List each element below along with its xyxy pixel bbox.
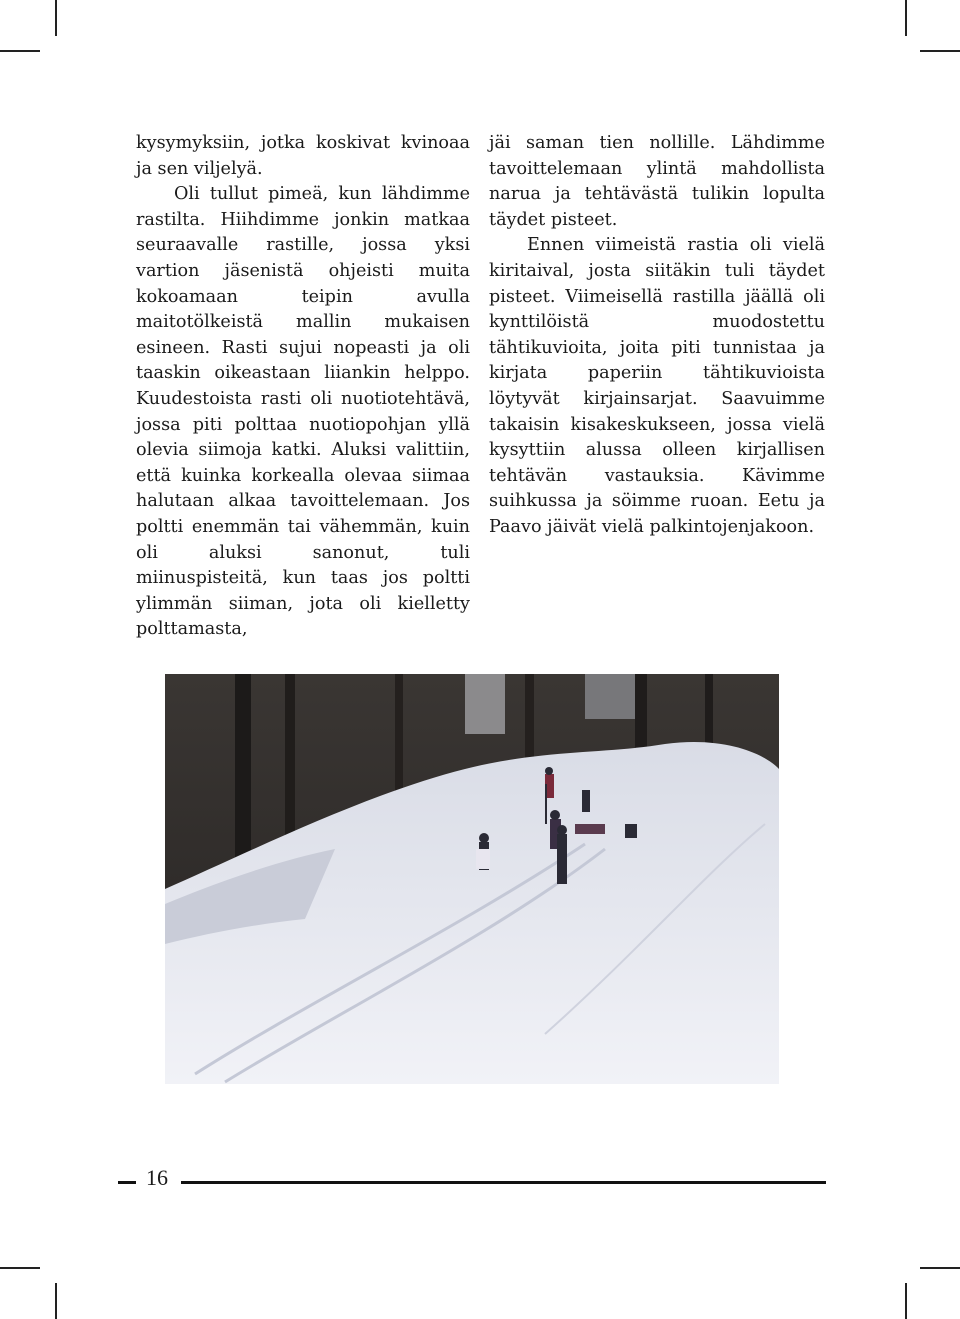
paragraph: Ennen viimeistä rastia oli vielä kiritaival, josta siitäkin tuli täydet pisteet. Viimeisellä rastilla jäällä oli kynttilöistä muodostettu tähtikuvioita, joita piti tunnistaa ja kirjata paperiin tähtikuvioista löytyvät kirjainsarjat. Saavuimme takaisin kisakeskukseen, jossa vielä kysyttiin alussa olleen kirjallisen tehtävän vastauksia. Kävimme suihkussa ja söimme ruoan. Eetu ja Paavo jäivät vielä palkintojenjakoon.: [489, 235, 825, 537]
paragraph: jäi saman tien nollille. Lähdimme tavoittelemaan ylintä mahdollista narua ja tehtävästä tulikin lopulta täydet pisteet.: [489, 133, 825, 230]
crop-mark: [55, 0, 57, 36]
text-column-right: [489, 131, 825, 541]
footer-rule-right: [181, 1181, 826, 1184]
ski-trail-photo: [165, 674, 779, 1084]
paragraph: Oli tullut pimeä, kun lähdimme rastilta. Hiihdimme jonkin matkaa seuraavalle rastille, jossa yksi vartion jäsenistä ohjeisti muita kokoamaan teipin avulla maitotölkeistä mallin mukaisen esineen. Rasti sujui nopeasti ja oli taaskin oikeastaan liiankin helppo. Kuudestoista rasti oli nuotiotehtävä, jossa piti polttaa nuotiopohjan yllä olevia siimoja katki. Aluksi valittiin, että kuinka korkealla olevaa siimaa halutaan alkaa tavoittelemaan. Jos poltti enemmän tai vähemmän, kuin oli aluksi sanonut, tuli miinuspisteitä, kun taas jos poltti ylimmän siiman, jota oli kielletty polttamasta,: [136, 184, 470, 640]
crop-mark: [0, 50, 40, 52]
page-number: 16: [146, 1165, 168, 1190]
crop-mark: [0, 1267, 40, 1269]
crop-mark: [55, 1283, 57, 1319]
crop-mark: [920, 1267, 960, 1269]
crop-mark: [905, 0, 907, 36]
crop-mark: [920, 50, 960, 52]
footer-rule-left: [118, 1181, 136, 1184]
paragraph: kysymyksiin, jotka koskivat kvinoaa ja sen viljelyä.: [136, 133, 470, 179]
text-column-left: [136, 131, 470, 643]
crop-mark: [905, 1283, 907, 1319]
